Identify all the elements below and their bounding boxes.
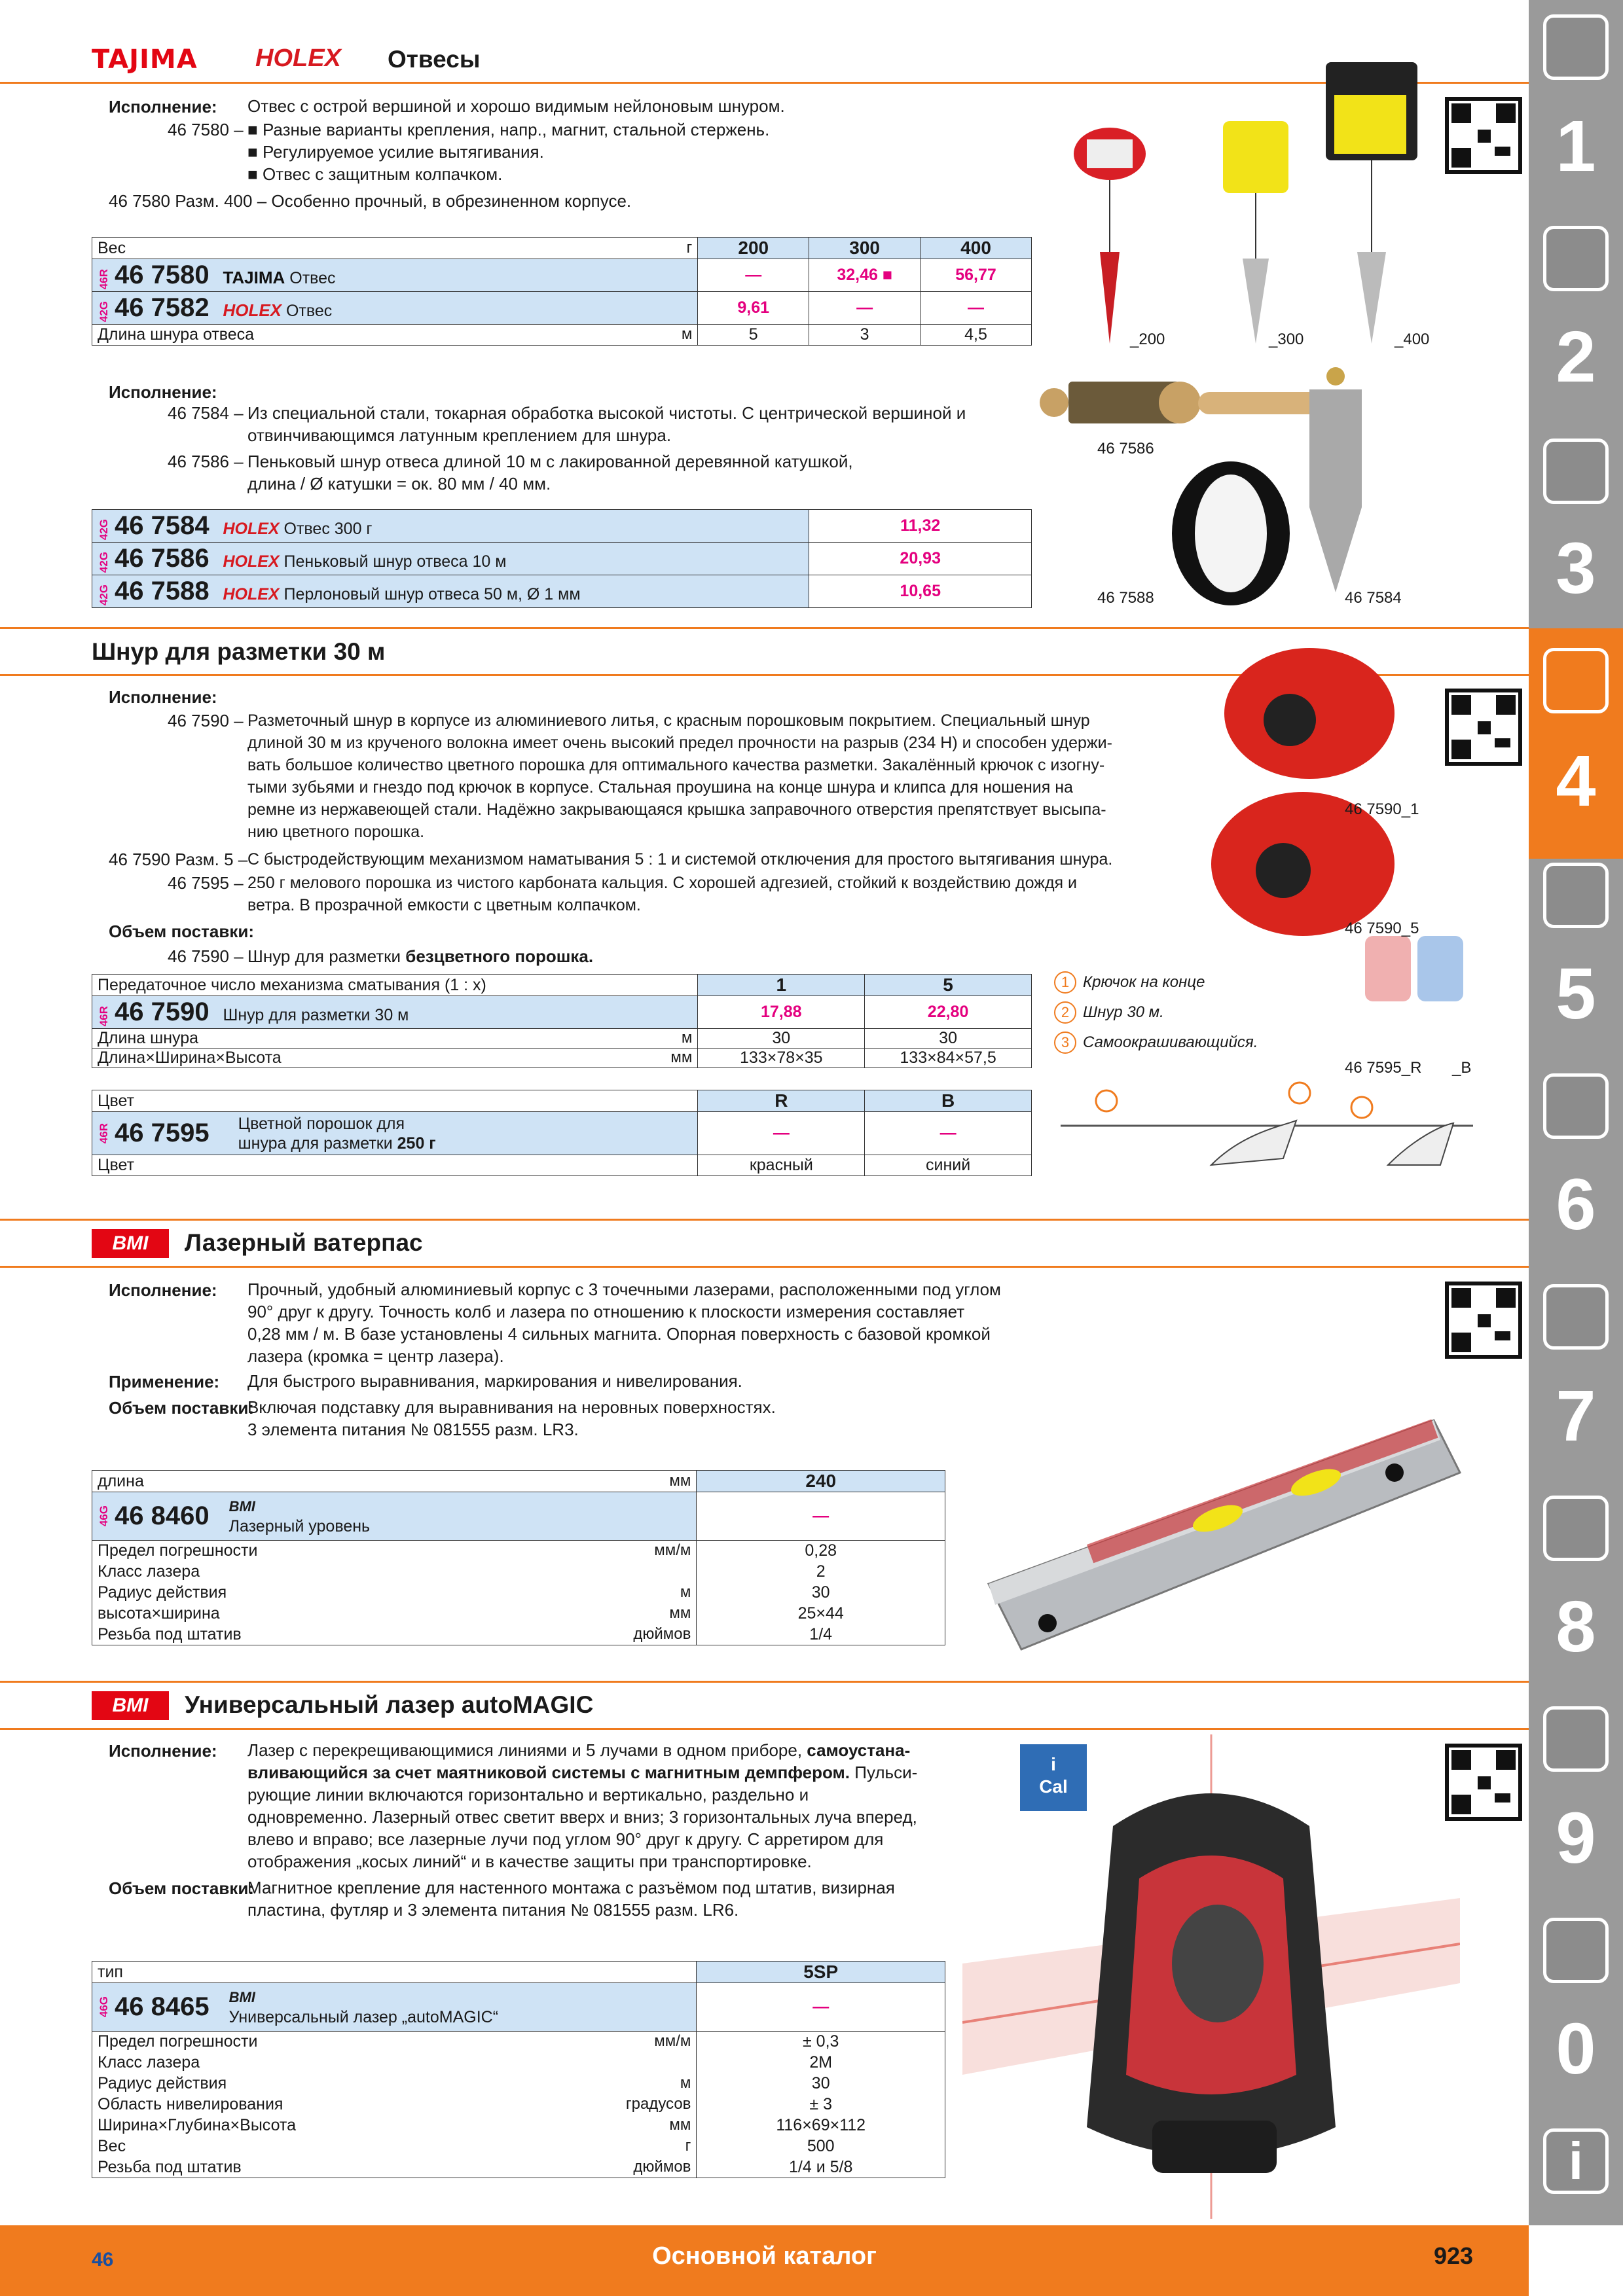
automagic-table: [92, 1961, 945, 2178]
price: 9,61: [698, 292, 809, 325]
part-number: 46 7595: [115, 1119, 210, 1147]
chapter-tab-6[interactable]: 6: [1556, 1164, 1596, 1245]
chapter-tab-1[interactable]: 1: [1556, 106, 1596, 187]
size-col: 200: [698, 238, 809, 259]
desc-line: отображения „косых линий“ и в качестве защиты при транспортировке.: [247, 1852, 812, 1871]
exec-label: Исполнение:: [109, 382, 217, 402]
spec-value: 30: [697, 2073, 945, 2094]
supply-label: Объем поставки:: [109, 922, 255, 941]
spec-value: 30: [698, 1029, 865, 1049]
spec-value: 133×84×57,5: [865, 1049, 1032, 1068]
table-row: 42G 46 7584 HOLEX Отвес 300 г 11,32: [92, 510, 1032, 543]
chalk-powder-table: [92, 1090, 1032, 1176]
qr-code: [1445, 1744, 1522, 1821]
caliper-icon: [1543, 648, 1609, 713]
automagic-laser-image: [962, 1734, 1460, 2219]
image-caption: _300: [1269, 331, 1304, 348]
desc-line: 3 элемента питания № 081555 разм. LR3.: [247, 1420, 579, 1439]
price: —: [697, 1983, 945, 2032]
desc-line: 0,28 мм / м. В базе установлены 4 сильных магнита. Опорная поверхность с базовой кромкой: [247, 1324, 991, 1344]
desc-line: тыми зубьями и гнездо под крючок в корпусе. Стальная проушина на конце шнура и клипса для ношения на: [247, 778, 1073, 797]
grinding-disc-icon: [1543, 863, 1609, 928]
spec-label: Вес г: [92, 2136, 697, 2157]
spec-value: 500: [697, 2136, 945, 2157]
spec-label: Предел погрешности мм/м: [92, 1541, 697, 1562]
wrench-icon: [1543, 1073, 1609, 1139]
section-title-automagic: Универсальный лазер autoMAGIC: [185, 1691, 594, 1718]
desc-line: С быстродействующим механизмом наматывания 5 : 1 и системой отключения для простого вытягивания шнура.: [247, 850, 1113, 869]
bmi-logo: BMI: [92, 1691, 169, 1720]
desc-line: длина / Ø катушки = ок. 80 мм / 40 мм.: [247, 474, 551, 493]
desc-line: влево и вправо; все лазерные лучи под углом 90° друг к другу. С арретиром для: [247, 1829, 884, 1849]
color-col: B: [865, 1090, 1032, 1112]
chapter-tab-3[interactable]: 3: [1556, 528, 1596, 609]
table-head-label: тип: [92, 1962, 697, 1983]
plumb-table: [92, 237, 1032, 346]
page-number-left: 46: [92, 2249, 114, 2270]
table-row: 42G 46 7588 HOLEX Перлоновый шнур отвеса 50 м, Ø 1 мм 10,65: [92, 575, 1032, 608]
spec-value: 5: [698, 325, 809, 346]
desc-line: Пеньковый шнур отвеса длиной 10 м с лакированной деревянной катушкой,: [247, 452, 853, 471]
accessories-image: [1034, 363, 1388, 612]
ratio-col: 5: [865, 975, 1032, 996]
spec-value: 4,5: [921, 325, 1032, 346]
size-col: 400: [921, 238, 1032, 259]
exec-label: Исполнение:: [109, 1741, 217, 1761]
desc-line: длиной 30 м из крученого волокна имеет очень высокий предел прочности на разрыв (234 Н) и способен удержи-: [247, 734, 1112, 752]
section-title-laser: Лазерный ватерпас: [185, 1229, 423, 1256]
table-row: 46G 46 8460 BMI Лазерный уровень —: [92, 1492, 945, 1541]
desc-line: ветра. В прозрачной емкости с цветным колпачком.: [247, 896, 641, 914]
part-number: 46 8465: [115, 1992, 210, 2021]
spec-value: 2: [697, 1562, 945, 1583]
chapter-tab-7[interactable]: 7: [1556, 1376, 1596, 1456]
laser-level-image: [976, 1368, 1473, 1676]
bullet-item: ■ Отвес с защитным колпачком.: [247, 164, 503, 184]
cabinet-icon: [1543, 1706, 1609, 1772]
price: 22,80: [865, 996, 1032, 1029]
desc-line: Прочный, удобный алюминиевый корпус с 3 точечными лазерами, расположенными под углом: [247, 1280, 1001, 1299]
spec-label: Область нивелирования градусов: [92, 2094, 697, 2115]
tajima-logo: TAJIMA: [92, 45, 198, 75]
code-label: 46 7595 –: [168, 873, 244, 893]
bullet-item: ■ Регулируемое усилие вытягивания.: [247, 142, 544, 162]
bullet-item: ■ Разные варианты крепления, напр., магнит, стальной стержень.: [247, 120, 770, 139]
spec-label: Радиус действия м: [92, 1583, 697, 1604]
price: 17,88: [698, 996, 865, 1029]
chapter-tab-9[interactable]: 9: [1556, 1798, 1596, 1878]
chapter-tab-8[interactable]: 8: [1556, 1587, 1596, 1667]
desc-line: вливающийся за счет маятниковой системы с магнитным демпфером. Пульси-: [247, 1763, 918, 1782]
spec-value: ± 3: [697, 2094, 945, 2115]
accessories-table: [92, 509, 1032, 608]
supply-label: Объем поставки:: [109, 1398, 255, 1418]
part-number: 46 8460: [115, 1501, 210, 1530]
spec-label: Длина шнура м: [92, 1029, 698, 1049]
image-caption: 46 7590_1: [1345, 800, 1419, 818]
spec-label: Резьба под штатив дюймов: [92, 2157, 697, 2178]
chapter-tab-info[interactable]: i: [1543, 2128, 1609, 2194]
price: —: [697, 1492, 945, 1541]
section-title-chalk: Шнур для разметки 30 м: [92, 638, 386, 665]
image-caption: 46 7584: [1345, 589, 1402, 607]
table-row: 46R 46 7595 Цветной порошок для шнура для разметки 250 г — —: [92, 1112, 1032, 1155]
image-caption: _B: [1452, 1059, 1472, 1077]
legend-item: 2 Шнур 30 м.: [1054, 1001, 1164, 1024]
drill-icon: [1543, 14, 1609, 80]
calibration-badge: i Cal: [1020, 1744, 1087, 1811]
spec-value: 1/4: [697, 1624, 945, 1645]
image-caption: 46 7595_R: [1345, 1059, 1422, 1077]
exec-text: Отвес с острой вершиной и хорошо видимым нейлоновым шнуром.: [247, 96, 785, 116]
spec-label: Предел погрешности мм/м: [92, 2032, 697, 2053]
price: —: [921, 292, 1032, 325]
plumb-bobs-image: [1048, 56, 1453, 357]
type-col: 5SP: [697, 1962, 945, 1983]
supply-text: Шнур для разметки безцветного порошка.: [247, 946, 594, 966]
code-label: 46 7590 Разм. 5 –: [109, 850, 248, 869]
spec-value: 25×44: [697, 1604, 945, 1624]
price: —: [698, 1112, 865, 1155]
desc-line: отвинчивающимся латунным креплением для шнура.: [247, 425, 672, 445]
table-head-label: Цвет: [92, 1090, 698, 1112]
desc-line: Из специальной стали, токарная обработка высокой чистоты. С центрической вершиной и: [247, 403, 966, 423]
part-number: 46 7590: [115, 997, 210, 1026]
qr-code: [1445, 1282, 1522, 1359]
chapter-tab-0[interactable]: 0: [1556, 2009, 1596, 2089]
chapter-tab-5[interactable]: 5: [1556, 954, 1596, 1034]
size-col: 300: [809, 238, 921, 259]
ratio-col: 1: [698, 975, 865, 996]
desc-line: ремне из нержавеющей стали. Надёжно закрывающаяся крышка заправочного отверстия препятствует высыпа-: [247, 800, 1106, 819]
spec-value: красный: [698, 1155, 865, 1176]
color-col: R: [698, 1090, 865, 1112]
laser-level-table: [92, 1470, 945, 1645]
spec-label: Резьба под штатив дюймов: [92, 1624, 697, 1645]
desc-line: лазера (кромка = центр лазера).: [247, 1346, 504, 1366]
price: 20,93: [809, 543, 1032, 575]
table-head-label: Передаточное число механизма сматывания (1 : x): [92, 975, 698, 996]
spec-label: Радиус действия м: [92, 2073, 697, 2094]
spec-value: 116×69×112: [697, 2115, 945, 2136]
section-divider: [0, 627, 1529, 629]
price: 32,46 ■: [809, 259, 921, 292]
table-row: 42G 46 7586 HOLEX Пеньковый шнур отвеса 10 м 20,93: [92, 543, 1032, 575]
table-row: 46G 46 8465 BMI Универсальный лазер „autoMAGIC“ —: [92, 1983, 945, 2032]
safety-goggles-icon: [1543, 1918, 1609, 1983]
chalk-line-usage-illustration: [1048, 1073, 1493, 1191]
code-label: 46 7590 –: [168, 711, 244, 730]
code-label: 46 7590 –: [168, 946, 244, 966]
footer-title: Основной каталог: [652, 2242, 877, 2270]
page-number-right: 923: [1434, 2242, 1474, 2269]
spec-value: 30: [865, 1029, 1032, 1049]
use-text: Для быстрого выравнивания, маркирования и нивелирования.: [247, 1371, 742, 1391]
price: 11,32: [809, 510, 1032, 543]
section-divider: [0, 1728, 1529, 1730]
table-row: 42G 46 7582 HOLEX Отвес 9,61 — —: [92, 292, 1032, 325]
spec-label: Класс лазера: [92, 1562, 697, 1583]
spec-value: 2M: [697, 2053, 945, 2073]
chapter-tab-2[interactable]: 2: [1556, 317, 1596, 397]
section-divider: [0, 1266, 1529, 1268]
part-number: 46 7584: [115, 511, 210, 540]
chalk-line-table: [92, 974, 1032, 1068]
toolbox-icon: [1543, 1496, 1609, 1561]
section-divider: [0, 1681, 1529, 1683]
spec-value: 133×78×35: [698, 1049, 865, 1068]
image-caption: 46 7590_5: [1345, 920, 1419, 937]
table-row: 46R 46 7590 Шнур для разметки 30 м 17,88 22,80: [92, 996, 1032, 1029]
desc-line: рующие линии включаются горизонтально и вертикально, раздельно и: [247, 1785, 809, 1804]
code-label: 46 7586 –: [168, 452, 244, 471]
spec-label: Длина шнура отвеса м: [92, 325, 698, 346]
spec-value: синий: [865, 1155, 1032, 1176]
chapter-tab-4[interactable]: 4: [1556, 741, 1596, 821]
spec-label: Ширина×Глубина×Высота мм: [92, 2115, 697, 2136]
part-number: 46 7580: [115, 260, 210, 289]
exec-label: Исполнение:: [109, 1280, 217, 1300]
desc-line: Включая подставку для выравнивания на неровных поверхностях.: [247, 1397, 776, 1417]
spec-label: Цвет: [92, 1155, 698, 1176]
spec-label: высота×ширина мм: [92, 1604, 697, 1624]
part-number: 46 7588: [115, 577, 210, 605]
table-head-label: длина мм: [92, 1471, 697, 1492]
part-number: 46 7586: [115, 544, 210, 573]
spec-label: Длина×Ширина×Высота мм: [92, 1049, 698, 1068]
desc-line: Лазер с перекрещивающимися линиями и 5 лучами в одном приборе, самоустана-: [247, 1740, 911, 1760]
price: 56,77: [921, 259, 1032, 292]
note-text: 46 7580 Разм. 400 – Особенно прочный, в обрезиненном корпусе.: [109, 191, 632, 211]
chalk-line-image: [1192, 641, 1467, 1008]
desc-line: 250 г мелового порошка из чистого карбоната кальция. С хорошей адгезией, стойкий к воздействию дождя и: [247, 874, 1077, 892]
image-caption: _400: [1395, 331, 1430, 348]
legend-item: 3 Самоокрашивающийся.: [1054, 1031, 1258, 1054]
code-label: 46 7584 –: [168, 403, 244, 423]
price: —: [865, 1112, 1032, 1155]
part-number: 46 7582: [115, 293, 210, 322]
qr-code: [1445, 689, 1522, 766]
price: —: [809, 292, 921, 325]
use-label: Применение:: [109, 1372, 220, 1391]
section-title-plumb: Отвесы: [388, 46, 481, 73]
table-head-label: Вес г: [92, 238, 698, 259]
price: —: [698, 259, 809, 292]
desc-line: 90° друг к другу. Точность колб и лазера по отношению к плоскости измерения составляет: [247, 1302, 965, 1321]
pliers-icon: [1543, 1284, 1609, 1350]
spec-value: 1/4 и 5/8: [697, 2157, 945, 2178]
desc-line: одновременно. Лазерный отвес светит вверх и вниз; 3 горизонтальных луча вперед,: [247, 1807, 917, 1827]
supply-label: Объем поставки:: [109, 1878, 255, 1898]
exec-label: Исполнение:: [109, 97, 217, 117]
spec-value: ± 0,3: [697, 2032, 945, 2053]
holex-logo: HOLEX: [255, 45, 341, 72]
image-caption: _200: [1130, 331, 1165, 348]
spec-label: Класс лазера: [92, 2053, 697, 2073]
image-caption: 46 7588: [1097, 589, 1154, 607]
desc-line: нию цветного порошка.: [247, 823, 425, 841]
desc-line: вать большое количество цветного порошка для оптимального качества разметки. Закалённый крючок с изогну-: [247, 756, 1105, 774]
exec-label: Исполнение:: [109, 687, 217, 707]
section-divider: [0, 1219, 1529, 1221]
code-label: 46 7580 –: [168, 120, 244, 139]
table-row: 46R 46 7580 TAJIMA Отвес — 32,46 ■ 56,77: [92, 259, 1032, 292]
chuck-icon: [1543, 439, 1609, 504]
legend-item: 1 Крючок на конце: [1054, 971, 1205, 994]
desc-line: Магнитное крепление для настенного монтажа с разъёмом под штатив, визирная: [247, 1878, 895, 1897]
desc-line: Разметочный шнур в корпусе из алюминиевого литья, с красным порошковым покрытием. Специальный шнур: [247, 711, 1090, 730]
desc-line: пластина, футляр и 3 элемента питания № 081555 разм. LR6.: [247, 1900, 739, 1920]
spec-value: 3: [809, 325, 921, 346]
insert-icon: [1543, 226, 1609, 291]
spec-value: 0,28: [697, 1541, 945, 1562]
qr-code: [1445, 97, 1522, 174]
image-caption: 46 7586: [1097, 440, 1154, 457]
bmi-logo: BMI: [92, 1229, 169, 1258]
length-col: 240: [697, 1471, 945, 1492]
price: 10,65: [809, 575, 1032, 608]
spec-value: 30: [697, 1583, 945, 1604]
